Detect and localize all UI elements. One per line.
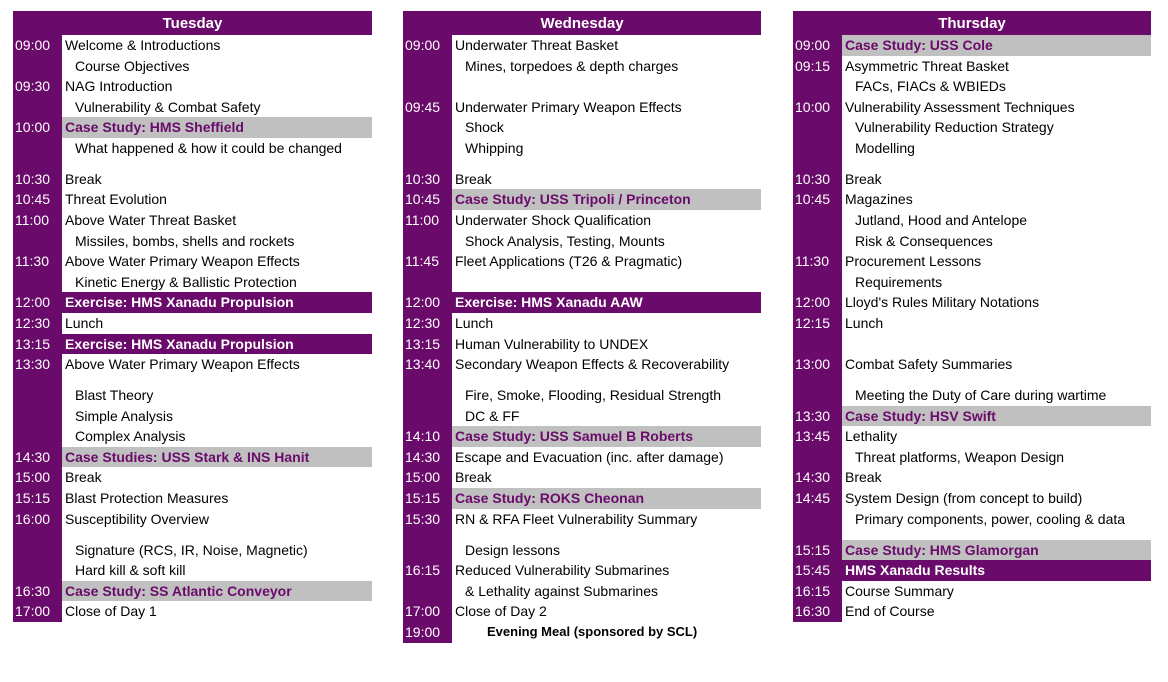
time-cell: 11:00 [403, 210, 452, 231]
schedule-subitem-row [403, 406, 761, 427]
session-title: Blast Protection Measures [65, 490, 229, 507]
session-title: Break [65, 469, 102, 486]
session-title: & Lethality against Submarines [465, 582, 658, 599]
time-cell: 13:30 [13, 354, 62, 385]
time-cell [793, 272, 842, 293]
session-title: Above Water Primary Weapon Effects [65, 356, 300, 373]
time-cell: 13:15 [13, 334, 62, 355]
time-cell: 10:30 [13, 169, 62, 190]
session-title: Complex Analysis [75, 428, 186, 445]
time-cell [13, 56, 62, 77]
schedule-row [13, 35, 372, 56]
schedule-subitem-row [13, 385, 372, 406]
time-cell [793, 231, 842, 252]
time-cell: 12:30 [13, 313, 62, 334]
session-title: Underwater Threat Basket [455, 37, 619, 53]
schedule-row [403, 467, 761, 488]
time-cell: 10:45 [793, 189, 842, 210]
schedule-row [403, 210, 761, 231]
session-title: Blast Theory [75, 387, 154, 404]
session-title: Shock Analysis, Testing, Mounts [465, 232, 665, 249]
schedule-row [13, 354, 372, 385]
session-title: Threat Evolution [65, 191, 167, 208]
day-header-thursday: Thursday [793, 11, 1151, 35]
schedule-row [403, 601, 761, 622]
session-title: Case Studies: USS Stark & INS Hanit [62, 447, 372, 468]
session-title: End of Course [845, 603, 935, 620]
session-title: Threat platforms, Weapon Design [855, 448, 1065, 465]
time-cell [403, 76, 452, 97]
schedule-subitem-row [13, 272, 372, 293]
schedule-row [13, 601, 372, 622]
schedule-row [403, 509, 761, 540]
case-study-row [403, 426, 761, 447]
schedule-subitem-row [13, 231, 372, 252]
schedule-row [13, 509, 372, 540]
case-study-row [13, 117, 372, 138]
session-title: Case Study: HMS Glamorgan [842, 540, 1151, 561]
time-cell [793, 210, 842, 231]
time-cell: 19:00 [403, 622, 452, 643]
schedule-row [403, 35, 761, 56]
session-title: Simple Analysis [75, 407, 174, 424]
time-cell [13, 97, 62, 118]
schedule-row [793, 354, 1151, 385]
case-study-row [403, 488, 761, 509]
time-cell [793, 447, 842, 468]
time-cell: 13:00 [793, 354, 842, 385]
exercise-row [13, 334, 372, 355]
schedule-row [793, 169, 1151, 190]
time-cell: 09:00 [403, 35, 452, 56]
session-title: Close of Day 2 [455, 603, 547, 620]
session-title: DC & FF [465, 407, 520, 424]
time-cell: 15:00 [403, 467, 452, 488]
schedule-row [793, 488, 1151, 509]
schedule-subitem-row [13, 406, 372, 427]
case-study-row [13, 447, 372, 468]
case-study-row [13, 581, 372, 602]
schedule-row [793, 601, 1151, 622]
time-cell: 16:15 [793, 581, 842, 602]
time-cell [403, 138, 452, 169]
time-cell [403, 117, 452, 138]
schedule-subitem-row [403, 231, 761, 252]
schedule-row [793, 189, 1151, 210]
session-title: Above Water Threat Basket [65, 212, 237, 229]
results-row [793, 560, 1151, 581]
day-header-tuesday: Tuesday [13, 11, 372, 35]
case-study-row [793, 406, 1151, 427]
schedule-row [403, 447, 761, 468]
time-cell [13, 426, 62, 447]
schedule-row [403, 169, 761, 190]
schedule-subitem-row [403, 138, 761, 169]
session-title: Exercise: HMS Xanadu AAW [452, 292, 761, 313]
session-title [452, 272, 761, 293]
schedule-row [793, 56, 1151, 77]
schedule-row [13, 313, 372, 334]
time-cell [13, 385, 62, 406]
schedule-subitem-row [793, 117, 1151, 138]
time-cell [13, 560, 62, 581]
schedule-row [793, 97, 1151, 118]
session-title: Primary components, power, cooling & data [855, 510, 1126, 527]
schedule-row [403, 334, 761, 355]
time-cell [403, 540, 452, 561]
session-title: Lunch [455, 315, 494, 332]
schedule-subitem-row [403, 385, 761, 406]
time-cell: 12:00 [793, 292, 842, 313]
schedule-row [403, 272, 761, 293]
session-title: Vulnerability Reduction Strategy [855, 119, 1054, 136]
case-study-row [403, 189, 761, 210]
time-cell: 11:00 [13, 210, 62, 231]
session-title: Mines, torpedoes & depth charges [465, 57, 679, 74]
session-title: Requirements [855, 273, 943, 290]
session-title: Evening Meal (sponsored by SCL) [487, 623, 698, 639]
session-title: Combat Safety Summaries [845, 356, 1013, 373]
schedule-row [793, 334, 1151, 355]
session-title: Meeting the Duty of Care during wartime [855, 387, 1107, 404]
time-cell: 10:30 [403, 169, 452, 190]
session-title: Signature (RCS, IR, Noise, Magnetic) [75, 541, 308, 558]
session-title: Lunch [845, 315, 884, 332]
schedule-subitem-row [403, 56, 761, 77]
schedule-subitem-row [13, 138, 372, 169]
time-cell [13, 272, 62, 293]
time-cell [793, 334, 842, 355]
time-cell: 15:45 [793, 560, 842, 581]
case-study-row [793, 35, 1151, 56]
case-study-row [793, 540, 1151, 561]
time-cell: 09:30 [13, 76, 62, 97]
session-title [842, 334, 1151, 355]
schedule-row [403, 76, 761, 97]
time-cell [403, 385, 452, 406]
schedule-subitem-row [13, 56, 372, 77]
schedule-subitem-row [403, 540, 761, 561]
session-title: Lloyd's Rules Military Notations [845, 294, 1040, 311]
exercise-row [403, 292, 761, 313]
schedule-row [793, 313, 1151, 334]
session-title: Fire, Smoke, Flooding, Residual Strength [465, 387, 722, 404]
session-title: Shock [465, 119, 504, 136]
schedule-subitem-row [403, 581, 761, 602]
time-cell [403, 581, 452, 602]
schedule-subitem-row [13, 97, 372, 118]
session-title: Case Study: USS Samuel B Roberts [452, 426, 761, 447]
session-title: FACs, FIACs & WBIEDs [855, 78, 1006, 95]
time-cell: 10:45 [403, 189, 452, 210]
schedule-row [13, 189, 372, 210]
schedule-row [793, 426, 1151, 447]
session-title: Vulnerability & Combat Safety [75, 98, 261, 115]
session-title: Exercise: HMS Xanadu Propulsion [62, 292, 372, 313]
schedule-row [403, 313, 761, 334]
session-title: Underwater Primary Weapon Effects [455, 98, 682, 115]
time-cell [793, 138, 842, 169]
time-cell: 11:30 [13, 251, 62, 272]
time-cell [793, 385, 842, 406]
schedule-subitem-row [793, 272, 1151, 293]
time-cell: 14:30 [13, 447, 62, 468]
session-title: Reduced Vulnerability Submarines [455, 562, 670, 579]
schedule-subitem-row [13, 560, 372, 581]
time-cell: 17:00 [13, 601, 62, 622]
session-title: Hard kill & soft kill [75, 562, 186, 579]
schedule-row [13, 76, 372, 97]
schedule-row [13, 488, 372, 509]
schedule-row [403, 560, 761, 581]
session-title: System Design (from concept to build) [845, 490, 1083, 507]
schedule-row [13, 210, 372, 231]
time-cell: 15:30 [403, 509, 452, 540]
session-title: Case Study: USS Tripoli / Princeton [452, 189, 761, 210]
time-cell: 16:30 [793, 601, 842, 622]
day-column-tuesday [13, 11, 372, 622]
schedule-subitem-row [793, 76, 1151, 97]
session-title: Risk & Consequences [855, 232, 993, 249]
session-title: Vulnerability Assessment Techniques [845, 98, 1075, 115]
session-title: Magazines [845, 191, 913, 208]
session-title: Underwater Shock Qualification [455, 212, 652, 229]
session-title: Break [845, 170, 882, 187]
schedule-row [403, 622, 761, 643]
session-title: Case Study: SS Atlantic Conveyor [62, 581, 372, 602]
time-cell: 10:00 [793, 97, 842, 118]
schedule-subitem-row [793, 509, 1151, 540]
session-title: What happened & how it could be changed [75, 139, 342, 156]
day-column-thursday [793, 11, 1151, 622]
schedule-subitem-row [793, 138, 1151, 169]
session-title: Kinetic Energy & Ballistic Protection [75, 273, 297, 290]
time-cell [13, 138, 62, 169]
schedule-row [13, 251, 372, 272]
time-cell: 12:00 [403, 292, 452, 313]
schedule-subitem-row [793, 210, 1151, 231]
session-title: Case Study: ROKS Cheonan [452, 488, 761, 509]
session-title: Fleet Applications (T26 & Pragmatic) [455, 253, 683, 270]
day-header-wednesday: Wednesday [403, 11, 761, 35]
session-title: Course Objectives [75, 57, 190, 74]
time-cell: 14:30 [793, 467, 842, 488]
session-title: Lunch [65, 315, 104, 332]
time-cell: 16:00 [13, 509, 62, 540]
schedule-list-thursday [793, 35, 1151, 622]
session-title: Above Water Primary Weapon Effects [65, 253, 300, 270]
time-cell: 17:00 [403, 601, 452, 622]
time-cell: 14:10 [403, 426, 452, 447]
schedule-row [793, 467, 1151, 488]
session-title: Susceptibility Overview [65, 510, 209, 527]
time-cell: 14:30 [403, 447, 452, 468]
schedule-subitem-row [793, 231, 1151, 252]
session-title: NAG Introduction [65, 78, 173, 95]
time-cell: 15:15 [13, 488, 62, 509]
time-cell [403, 231, 452, 252]
session-title: Case Study: HMS Sheffield [62, 117, 372, 138]
time-cell: 15:15 [403, 488, 452, 509]
time-cell [403, 272, 452, 293]
schedule-row [403, 251, 761, 272]
time-cell: 09:00 [793, 35, 842, 56]
schedule-subitem-row [793, 385, 1151, 406]
session-title: Exercise: HMS Xanadu Propulsion [62, 334, 372, 355]
time-cell [13, 406, 62, 427]
time-cell: 10:45 [13, 189, 62, 210]
session-title: RN & RFA Fleet Vulnerability Summary [455, 510, 698, 527]
time-cell: 13:45 [793, 426, 842, 447]
time-cell: 13:30 [793, 406, 842, 427]
session-title: Whipping [465, 139, 524, 156]
session-title: Lethality [845, 428, 898, 445]
session-title: Break [455, 469, 492, 486]
schedule-row [13, 169, 372, 190]
session-title: Human Vulnerability to UNDEX [455, 335, 649, 352]
session-title: Jutland, Hood and Antelope [855, 212, 1028, 229]
time-cell: 15:15 [793, 540, 842, 561]
session-title: Case Study: HSV Swift [842, 406, 1151, 427]
session-title: Asymmetric Threat Basket [845, 57, 1009, 74]
time-cell: 09:15 [793, 56, 842, 77]
time-cell: 12:15 [793, 313, 842, 334]
schedule-row [13, 467, 372, 488]
schedule-row [793, 292, 1151, 313]
time-cell: 16:15 [403, 560, 452, 581]
session-title: Secondary Weapon Effects & Recoverability [455, 356, 730, 373]
session-title: Break [845, 469, 882, 486]
schedule-subitem-row [403, 117, 761, 138]
time-cell: 12:30 [403, 313, 452, 334]
schedule-list-wednesday [403, 35, 761, 643]
schedule-subitem-row [793, 447, 1151, 468]
session-title: Escape and Evacuation (inc. after damage) [455, 448, 724, 465]
session-title: Welcome & Introductions [65, 37, 221, 53]
time-cell: 10:00 [13, 117, 62, 138]
day-column-wednesday [403, 11, 761, 643]
session-title: Modelling [855, 139, 915, 156]
session-title [452, 76, 761, 97]
time-cell: 11:45 [403, 251, 452, 272]
time-cell [793, 509, 842, 540]
session-title: Missiles, bombs, shells and rockets [75, 232, 295, 249]
session-title: Design lessons [465, 541, 560, 558]
schedule-row [793, 581, 1151, 602]
session-title: Course Summary [845, 582, 954, 599]
session-title: Case Study: USS Cole [842, 35, 1151, 56]
schedule-list-tuesday [13, 35, 372, 622]
time-cell: 14:45 [793, 488, 842, 509]
exercise-row [13, 292, 372, 313]
schedule-row [403, 354, 761, 385]
schedule-subitem-row [13, 426, 372, 447]
time-cell [793, 117, 842, 138]
session-title: Close of Day 1 [65, 603, 157, 620]
session-title: Break [65, 170, 102, 187]
schedule-row [793, 251, 1151, 272]
time-cell: 09:00 [13, 35, 62, 56]
session-title: Break [455, 170, 492, 187]
time-cell: 13:15 [403, 334, 452, 355]
time-cell: 13:40 [403, 354, 452, 385]
time-cell: 11:30 [793, 251, 842, 272]
time-cell: 15:00 [13, 467, 62, 488]
time-cell: 09:45 [403, 97, 452, 118]
session-title: HMS Xanadu Results [842, 560, 1151, 581]
schedule-subitem-row [13, 540, 372, 561]
time-cell [13, 540, 62, 561]
time-cell: 16:30 [13, 581, 62, 602]
time-cell: 10:30 [793, 169, 842, 190]
time-cell: 12:00 [13, 292, 62, 313]
schedule-row [403, 97, 761, 118]
time-cell [793, 76, 842, 97]
session-title: Procurement Lessons [845, 253, 982, 270]
time-cell [13, 231, 62, 252]
time-cell [403, 406, 452, 427]
time-cell [403, 56, 452, 77]
